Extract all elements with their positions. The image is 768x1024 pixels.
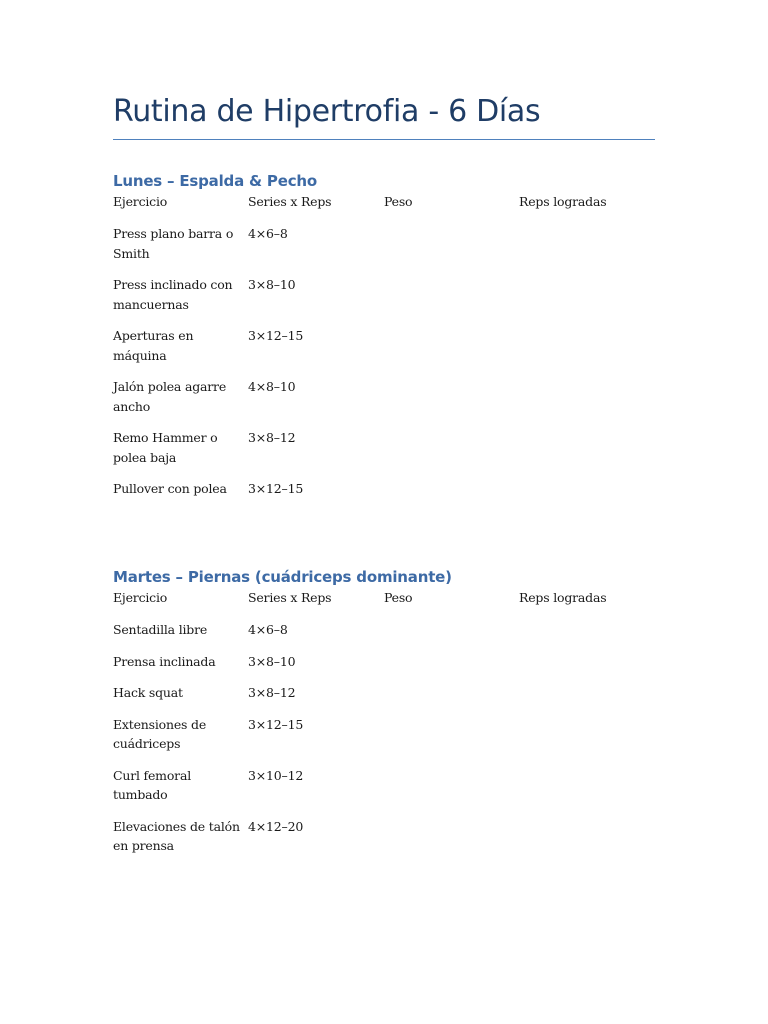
table-row: [113, 377, 655, 428]
exercise-cell: Hack squat: [113, 685, 183, 700]
weight-cell[interactable]: [384, 766, 519, 817]
sets-reps-cell: 3×8–10: [248, 653, 296, 669]
table-row: [113, 766, 655, 817]
sets-reps-cell: 3×12–15: [248, 481, 304, 496]
table-row: [113, 326, 655, 377]
sets-reps-cell: 3×12–15: [248, 328, 304, 343]
reps-done-cell[interactable]: [519, 479, 655, 511]
reps-done-cell[interactable]: [519, 326, 655, 377]
table-header-row: [113, 588, 655, 620]
header-exercise: Ejercicio: [113, 590, 168, 605]
header-weight: Peso: [384, 194, 413, 209]
header-weight: Peso: [384, 590, 413, 605]
table-row: [113, 817, 655, 868]
exercise-cell: Prensa inclinada: [113, 653, 216, 669]
table-row: [113, 715, 655, 766]
weight-cell[interactable]: [384, 652, 519, 684]
table-row: [113, 224, 655, 275]
reps-done-cell[interactable]: [519, 428, 655, 479]
reps-done-cell[interactable]: [519, 620, 655, 652]
reps-done-cell[interactable]: [519, 224, 655, 275]
routine-table: [113, 588, 655, 868]
exercise-cell: Sentadilla libre: [113, 622, 208, 637]
sets-reps-cell: 4×6–8: [248, 622, 288, 637]
exercise-cell: Elevaciones de talón en prensa: [113, 818, 240, 853]
weight-cell[interactable]: [384, 275, 519, 326]
sets-reps-cell: 3×10–12: [248, 767, 304, 783]
table-row: [113, 652, 655, 684]
weight-cell[interactable]: [384, 377, 519, 428]
weight-cell[interactable]: [384, 428, 519, 479]
reps-done-cell[interactable]: [519, 766, 655, 817]
sets-reps-cell: 4×6–8: [248, 226, 288, 241]
table-row: [113, 275, 655, 326]
sets-reps-cell: 3×8–12: [248, 685, 296, 700]
day-section-tuesday: [113, 566, 655, 868]
table-row: [113, 428, 655, 479]
document-title: Rutina de Hipertrofia - 6 Días: [113, 94, 541, 129]
exercise-cell: Press plano barra o Smith: [113, 226, 234, 261]
reps-done-cell[interactable]: [519, 275, 655, 326]
weight-cell[interactable]: [384, 326, 519, 377]
header-reps-done: Reps logradas: [519, 590, 607, 605]
weight-cell[interactable]: [384, 817, 519, 868]
sets-reps-cell: 3×8–10: [248, 277, 296, 292]
sets-reps-cell: 3×12–15: [248, 716, 304, 732]
routine-table: [113, 192, 655, 511]
weight-cell[interactable]: [384, 479, 519, 511]
weight-cell[interactable]: [384, 620, 519, 652]
reps-done-cell[interactable]: [519, 683, 655, 715]
day-heading: Martes – Piernas (cuádriceps dominante): [113, 568, 452, 586]
sets-reps-cell: 4×8–10: [248, 379, 296, 394]
day-section-monday: [113, 170, 655, 511]
sets-reps-cell: 4×12–20: [248, 818, 304, 834]
reps-done-cell[interactable]: [519, 817, 655, 868]
day-heading: Lunes – Espalda & Pecho: [113, 172, 317, 190]
exercise-cell: Curl femoral tumbado: [113, 767, 191, 802]
reps-done-cell[interactable]: [519, 715, 655, 766]
weight-cell[interactable]: [384, 715, 519, 766]
reps-done-cell[interactable]: [519, 377, 655, 428]
exercise-cell: Remo Hammer o polea baja: [113, 430, 218, 465]
header-sets-reps: Series x Reps: [248, 590, 332, 605]
table-row: [113, 620, 655, 652]
table-row: [113, 683, 655, 715]
exercise-cell: Press inclinado con mancuernas: [113, 277, 233, 312]
header-reps-done: Reps logradas: [519, 194, 607, 209]
weight-cell[interactable]: [384, 683, 519, 715]
header-exercise: Ejercicio: [113, 194, 168, 209]
exercise-cell: Aperturas en máquina: [113, 328, 194, 363]
reps-done-cell[interactable]: [519, 652, 655, 684]
weight-cell[interactable]: [384, 224, 519, 275]
exercise-cell: Jalón polea agarre ancho: [113, 379, 227, 414]
table-row: [113, 479, 655, 511]
exercise-cell: Pullover con polea: [113, 481, 227, 496]
header-sets-reps: Series x Reps: [248, 194, 332, 209]
exercise-cell: Extensiones de cuádriceps: [113, 716, 207, 751]
title-underline: [113, 139, 655, 140]
table-header-row: [113, 192, 655, 224]
sets-reps-cell: 3×8–12: [248, 430, 296, 445]
